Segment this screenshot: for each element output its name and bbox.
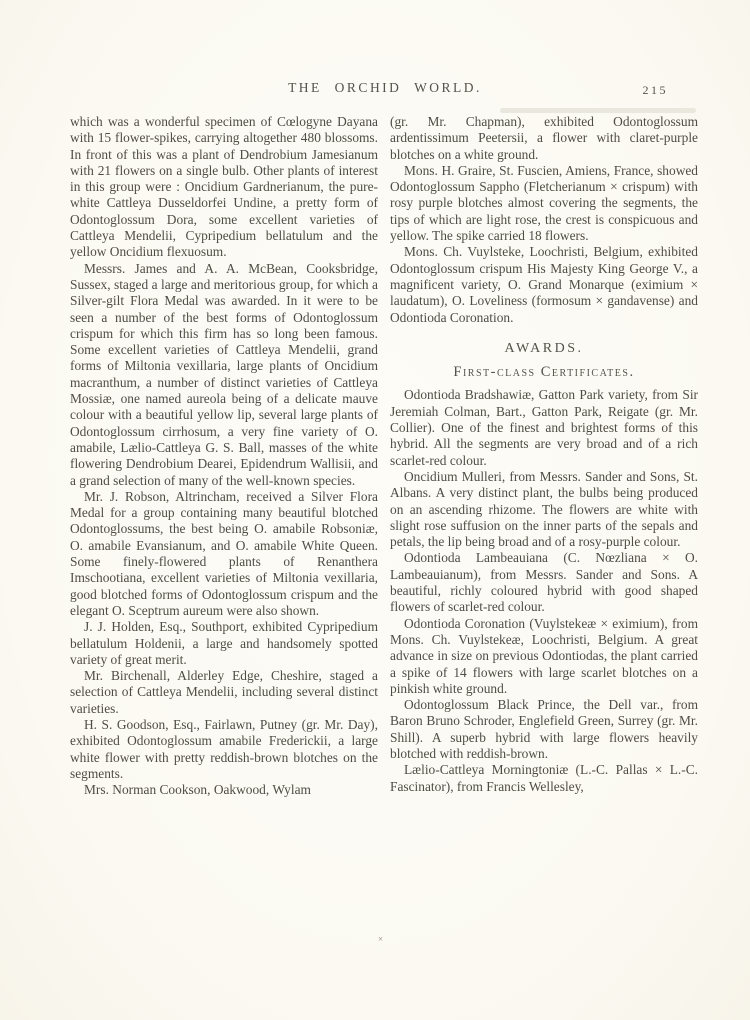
paragraph: Lælio-Cattleya Morningtoniæ (L.-C. Pallas × L.-C. Fascinator), from Francis Wellesley, (390, 762, 698, 794)
paragraph: Mr. Birchenall, Alderley Edge, Cheshire, staged a selection of Cattleya Mendelii, including several distinct varieties. (70, 668, 378, 716)
paragraph: Mrs. Norman Cookson, Oakwood, Wylam (84, 782, 311, 798)
paragraph: which was a wonderful specimen of Cœlogyne Dayana with 15 flower-spikes, carrying altogether 480 blossoms. In front of this was a plant of Dendrobium Jamesianum with 21 flowers on a single bulb. Other plants of interest in this group were : Oncidium Gardnerianum, the pure-white Cattleya Dusseldorfei Undine, a pretty form of Odontoglossum Dora, some excellent varieties of Cattleya Mendelii, Cypripedium bellatulum and the yellow Oncidium flexuosum. (70, 114, 378, 260)
paragraph: Oncidium Mulleri, from Messrs. Sander and Sons, St. Albans. A very distinct plant, the bulbs being produced on an ascending rhizome. The flowers are white with slight rose suffusion on the inner parts of the sepals and petals, the lip being broad and of a rosy-purple colour. (390, 468, 698, 550)
page-header (70, 80, 700, 100)
paragraph: Odontioda Lambeauiana (C. Nœzliana × O. Lambeauianum), from Messrs. Sander and Sons. A beautiful, richly coloured hybrid with good shaped flowers of scarlet-red colour. (390, 550, 698, 615)
paragraph: H. S. Goodson, Esq., Fairlawn, Putney (gr. Mr. Day), exhibited Odontoglossum amabile Frederickii, a large white flower with pretty reddish-brown blotches on the segments. (70, 716, 378, 781)
print-speck: × (378, 934, 384, 944)
paragraph: Odontioda Bradshawiæ, Gatton Park variety, from Sir Jeremiah Colman, Bart., Gatton Park, Reigate (gr. Mr. Collier). One of the finest and brightest forms of this hybrid. All the segments are very broad and of a rich scarlet-red colour. (390, 387, 698, 468)
right-column (390, 114, 698, 798)
awards-heading: AWARDS. (504, 340, 584, 356)
paragraph: J. J. Holden, Esq., Southport, exhibited Cypripedium bellatulum Holdenii, a large and handsomely spotted variety of great merit. (70, 619, 378, 667)
paragraph: Mons. H. Graire, St. Fuscien, Amiens, France, showed Odontoglossum Sappho (Fletcherianum × crispum) with rosy purple blotches almost covering the segments, the tips of which are light rose, the crest is conspicuous and yellow. The spike carried 18 flowers. (390, 162, 698, 244)
journal-title: THE ORCHID WORLD. (288, 80, 482, 95)
scan-smudge (500, 108, 696, 113)
paragraph: Odontioda Coronation (Vuylstekeæ × eximium), from Mons. Ch. Vuylstekeæ, Loochristi, Belgium. A great advance in size on previous Odontiodas, the plant carried a spike of 14 flowers with large scarlet blotches on a pinkish white ground. (390, 615, 698, 696)
paragraph: Odontoglossum Black Prince, the Dell var., from Baron Bruno Schroder, Englefield Green, Surrey (gr. Mr. Shill). A superb hybrid with large flowers heavily blotched with reddish-brown. (390, 697, 698, 761)
paragraph: Mr. J. Robson, Altrincham, received a Silver Flora Medal for a group containing many beautiful blotched Odontoglossums, the best being O. amabile Robsoniæ, O. amabile Evansianum, and O. amabile White Queen. Some finely-flowered plants of Renanthera Imschootiana, excellent varieties of Miltonia vexillaria, good blotched forms of Odontoglossum crispum and the elegant O. Sceptrum aureum were also shown. (70, 488, 378, 618)
paragraph: Messrs. James and A. A. McBean, Cooksbridge, Sussex, staged a large and meritorious group, for which a Silver-gilt Flora Medal was awarded. In it were to be seen a number of the best forms of Odontoglossum crispum for which this firm has so long been famous. Some excellent varieties of Cattleya Mendelii, grand forms of Miltonia vexillaria, large plants of Oncidium macranthum, a number of distinct varieties of Cattleya Mossiæ, one named aureola being of a delicate mauve colour with a beautiful yellow lip, several large plants of Odontoglossum cirrhosum, a very fine variety of O. amabile, Lælio-Cattleya G. S. Ball, masses of the white flowering Dendrobium Dearei, Epidendrum Wallisii, and a grand selection of many of the well-known species. (70, 260, 378, 488)
page-number: 215 (642, 83, 668, 97)
text-columns (70, 114, 698, 798)
paragraph: Mons. Ch. Vuylsteke, Loochristi, Belgium, exhibited Odontoglossum crispum His Majesty King George V., a magnificent variety, O. Grand Monarque (eximium × laudatum), O. Loveliness (formosum × gandavense) and Odontioda Coronation. (390, 244, 698, 325)
left-column (70, 114, 378, 798)
paragraph: (gr. Mr. Chapman), exhibited Odontoglossum ardentissimum Peetersii, a flower with claret-purple blotches on a white ground. (390, 114, 698, 162)
certificates-heading: First-class Certificates. (453, 364, 635, 381)
